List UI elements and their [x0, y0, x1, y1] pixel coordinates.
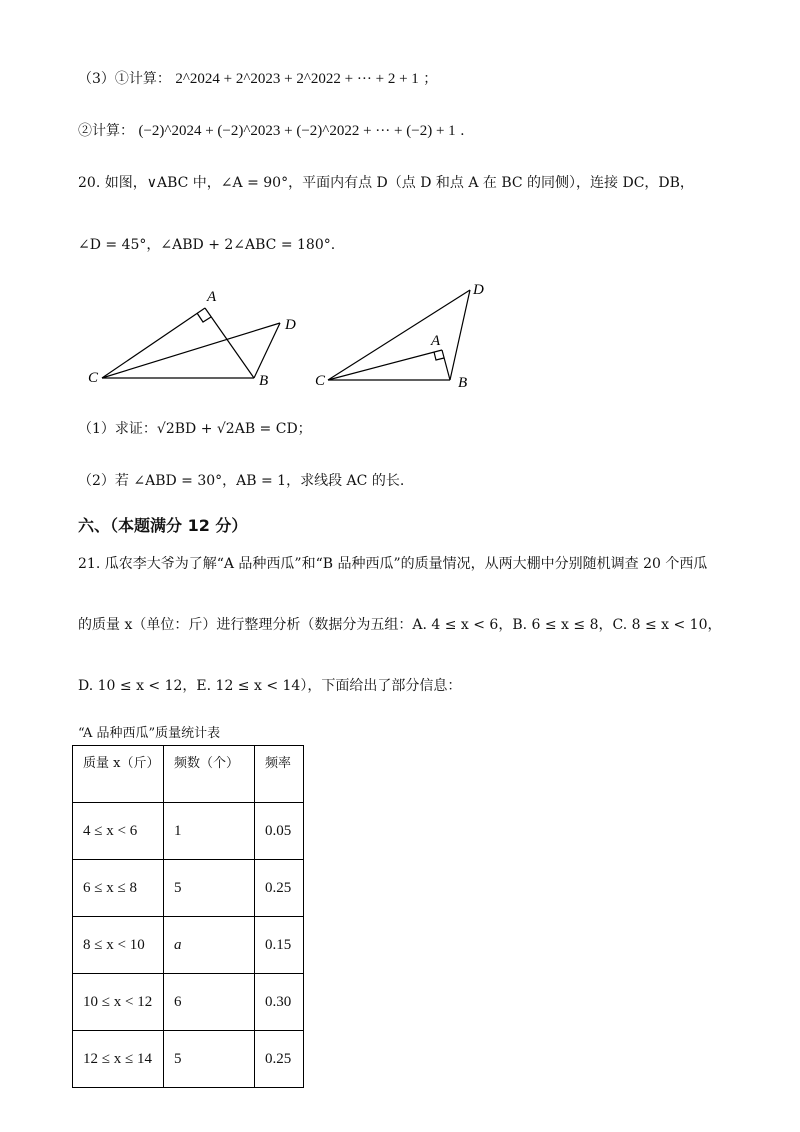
mass-stats-table: [72, 745, 304, 1088]
cell-range: 8 ≤ x < 10: [73, 917, 164, 974]
cell-rate: 0.15: [255, 917, 304, 974]
table-row: [73, 860, 304, 917]
fig2-label-D: D: [473, 282, 484, 298]
q19-part3-end: ；: [423, 71, 438, 87]
q21-line2: 的质量 x（单位：斤）进行整理分析（数据分为五组：A. 4 ≤ x < 6，B. 6 ≤ x ≤ 8，C. 8 ≤ x < 10，: [78, 617, 722, 633]
cell-rate: 0.25: [255, 1031, 304, 1088]
header-frequency-count: 频数（个）: [164, 746, 255, 803]
cell-count: 5: [164, 860, 255, 917]
q19-part3-expr: 2^2024 + 2^2023 + 2^2022 + ··· + 2 + 1: [175, 71, 419, 87]
cell-count: a: [164, 917, 255, 974]
figure-right: [328, 290, 470, 380]
cell-count: 1: [164, 803, 255, 860]
q19-part3-label: （3）①计算：: [78, 71, 171, 87]
header-frequency-rate: 频率: [255, 746, 304, 803]
table-row: [73, 1031, 304, 1088]
header-mass: 质量 x（斤）: [73, 746, 164, 803]
table-caption: “A 品种西瓜”质量统计表: [78, 726, 221, 741]
fig1-label-B: B: [259, 373, 269, 389]
q21-line3: D. 10 ≤ x < 12，E. 12 ≤ x < 14），下面给出了部分信息：: [78, 678, 462, 694]
q19-part3b-expr: (−2)^2024 + (−2)^2023 + (−2)^2022 + ··· + (−2) + 1: [138, 123, 456, 139]
q20-line2: ∠D = 45°，∠ABD + 2∠ABC = 180°.: [78, 237, 336, 253]
cell-count: 5: [164, 1031, 255, 1088]
fig1-label-A: A: [207, 289, 217, 305]
table-row: [73, 803, 304, 860]
cell-rate: 0.30: [255, 974, 304, 1031]
q19-part3b-end: .: [460, 123, 465, 139]
q20-figures: [0, 0, 800, 400]
table-row: [73, 917, 304, 974]
q20-sub1: （1）求证：√2BD + √2AB = CD；: [78, 421, 312, 437]
fig1-label-D: D: [285, 317, 296, 333]
table-header-row: [73, 746, 304, 803]
fig2-label-A: A: [431, 333, 441, 349]
q20-sub2: （2）若 ∠ABD = 30°，AB = 1，求线段 AC 的长.: [78, 473, 405, 489]
cell-rate: 0.05: [255, 803, 304, 860]
cell-range: 10 ≤ x < 12: [73, 974, 164, 1031]
fig1-label-C: C: [88, 370, 99, 386]
section-title: 六、（本题满分 12 分）: [78, 516, 248, 535]
figure-left: [102, 308, 280, 378]
cell-rate: 0.25: [255, 860, 304, 917]
q19-part3b-label: ②计算：: [78, 123, 134, 139]
q20-line1: 20. 如图，∨ABC 中，∠A = 90°，平面内有点 D（点 D 和点 A 在 BC 的同侧），连接 DC，DB，: [78, 175, 694, 191]
cell-range: 6 ≤ x ≤ 8: [73, 860, 164, 917]
cell-range: 12 ≤ x ≤ 14: [73, 1031, 164, 1088]
cell-count: 6: [164, 974, 255, 1031]
fig2-label-B: B: [458, 375, 468, 391]
table-row: [73, 974, 304, 1031]
cell-range: 4 ≤ x < 6: [73, 803, 164, 860]
fig2-label-C: C: [315, 373, 326, 389]
q21-line1: 21. 瓜农李大爷为了解“A 品种西瓜”和“B 品种西瓜”的质量情况，从两大棚中分别随机调查 20 个西瓜: [78, 556, 708, 572]
